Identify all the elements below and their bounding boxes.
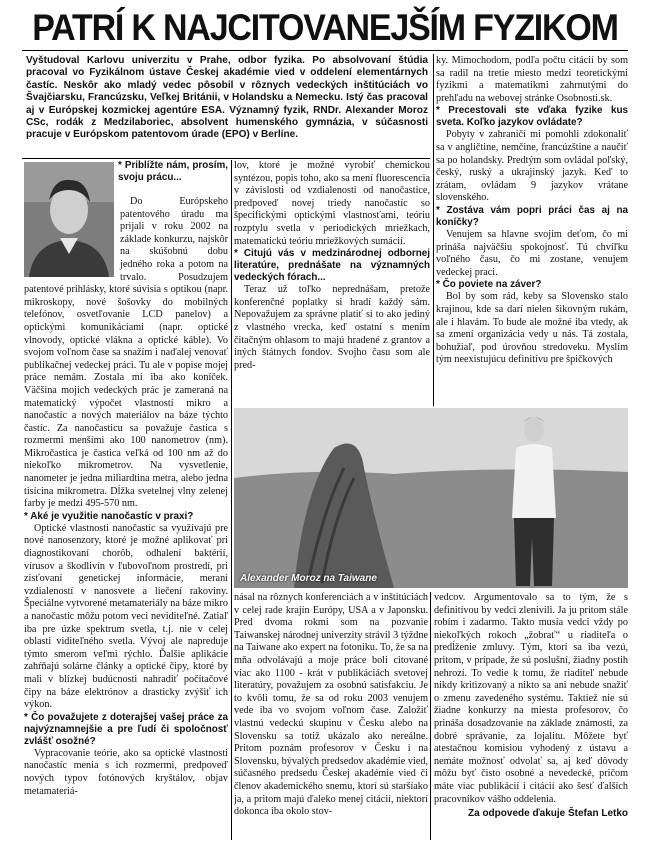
title-rule	[22, 50, 628, 51]
column-1	[24, 160, 228, 840]
col3-question-3: * Čo poviete na záver?	[436, 279, 542, 291]
col3-question-2: * Zostáva vám popri práci čas aj na koníčky?	[436, 204, 628, 228]
lead-rule	[22, 158, 430, 159]
col2-paragraph: lov, ktoré je možné vyrobiť chemickou syntézou, popis toho, ako sa mení fluorescencia v závislosti od vzdialenosti od nanočastice, predpoveď novej triedy nanočastíc so špecifickými optickými vlastnosťami, teóriu rozptylu svetla v periodických mriežkach, matematickú teóriu mriežkových sumácií.	[234, 160, 430, 247]
article-lead: Vyštudoval Karlovu univerzitu v Prahe, odbor fyzika. Po absolvovaní štúdia pracoval vo Fyzikálnom ústave Českej akadémie vied v oddelení elementárnych častíc. Neskôr ako mladý vedec pôsobil v rôznych vedeckých inštitúciách vo Švajčiarsku, Francúzsku, Veľkej Británii, v Holandsku a Nemecku. Istý čas pracoval aj v Európskej kozmickej agentúre ESA. Významný fyzik, RNDr. Alexander Moroz CSc, rodák z Medzilaboriec, absolvent humenského gymnázia, v súčasnosti pracuje v Európskom patentovom úrade (EPO) v Berlíne.	[26, 55, 428, 141]
column-divider-2	[430, 592, 431, 840]
column-divider	[433, 54, 434, 406]
col3-paragraph: ky. Mimochodom, podľa počtu citácií by som sa radil na tretie miesto medzi teoretickými fyzikmi a matematikmi zahrnutými do prehľadu na webovej stránke Osobnosti.sk.	[436, 55, 628, 104]
column-3-lower	[434, 592, 628, 840]
col2-question: * Citujú vás v medzinárodnej odbornej literatúre, prednášate na významných vedeckých fórach...	[234, 248, 430, 284]
photo-spacer	[24, 160, 120, 278]
bottom2-paragraph: násal na rôznych konferenciách a v inštitúciách v celej rade krajín Európy, USA a v Japonsku. Pred dvoma rokmi som na pozvanie Taiwanskej národnej univerzity strávil 3 týždne na Taiwane ako expert na fotoniku. To, že sa na mňa odvolávajú a moje práce boli citované viac ako 1100 - krát v publikáciách svetovej literatúry, považujem za osobnú satisfakciu. Je to kvôli tomu, že sa od roku 2003 venujem vede iba vo svojom voľnom čase. Založiť vlastnú vedeckú skupinu v Česku alebo na Slovensku sa totiž ukázalo ako nereálne. Pritom poznám profesorov v Česku i na Slovensku, bývalých predsedov akadémie vied, súčasného predsedu Českej akadémie vied či členov akademického snemu, ktorí sú staršíako ja, a pritom majú ďaleko menej citácií, niektorí dokonca iba okolo stov-	[234, 592, 428, 818]
col3-question-1: * Precestovali ste vďaka fyzike kus sveta. Koľko jazykov ovládate?	[436, 105, 628, 129]
taiwan-photo	[234, 408, 628, 588]
col3-answer-2: Venujem sa hlavne svojim deťom, čo mi prináša najväčšiu spokojnosť. Tú chvíľku voľného času, čo mi zostane, venujem vedeckej praci.	[436, 228, 628, 278]
bottom3-paragraph: vedcov. Argumentovalo sa to tým, že s definitívou by vedci zlenivili. Ja ju pritom stále robím i zadarmo. Takto musia vedci vždy po niekoľkých rokoch „žobrať“ u riaditeľa o predĺženie zmluvy. Tým, ktorí sa iba vezú, pritom, v prípade, že sú poslušní, žiadny postih nehrozí. To vedie k tomu, že riaditeľ nebude nikdy kritizovaný a nikto sa ani nebude snažiť o zmenu zavedeného systému. Taktiež nie sú žiadne konkurzy na miesta profesorov, čo prináša dosadzovanie na základe známosti, za dobré správanie, za lojalitu. Môžete byť atestačnou komisiou vyhodený z ústavu a nemáte možnosť odvolať sa, aj keď dôvody môžu byť čisto osobné a nevedecké, pričom máte viac publikácií i citácií ako šesť ďalších pracovníkov vášho oddelenia.	[434, 592, 628, 805]
taiwan-image	[234, 408, 628, 588]
col1-answer-2: Optické vlastnosti nanočastíc sa využívajú pre nové nanosenzory, ktoré je možné aplikovať pri diagnostikovaní chorôb, odhalení baktérií, vírusov a škodlivín v ľubovoľnom prostredí, pri zisťovaní genetickej informácie, meraní vzdialeností v nanosvete a liečení rakoviny. Špeciálne vytvorené metamateriály na báze mikro a nanočastíc môžu potom veci neviditeľné. Zatiaľ iba pre úzke spektrum svetla, t.j. nie v celej oblasti viditeľného svetla. Vývoj ale napreduje týmto smerom veľmi rýchlo. Ďalšie aplikácie zahŕňajú solárne články a optické čipy, ktoré by mali v blízkej budúcnosti nahradiť počítačové čipy na báze elektrónov a drasticky zvýšiť ich výkon.	[24, 522, 228, 711]
col1-answer-3: Vypracovanie teórie, ako sa optické vlastnosti nanočastíc menia s ich rozmermi, predpoveď nových typov fotónových kryštálov, objav metamateriá-	[24, 747, 228, 797]
col2-answer: Teraz už toľko neprednášam, pretože konferenčné poplatky si hradí každý sám. Nepovažujem za správne platiť si to ako jediný z vlastného vrecka, keď ostatní s mením čitačným ohlasom to majú hradené z grantov a iných štátnych fondov. Svojho času som ale pred-	[234, 284, 430, 371]
col1-question-1: * Priblížte nám, prosím, svoju prácu...	[118, 160, 228, 183]
column-2-upper	[234, 160, 430, 406]
col3-answer-1: Pobyty v zahraničí mi pomohli zdokonaliť sa v angličtine, nemčine, francúzštine a naučiť sa po holandsky. Predtým som ovládal poľský, český, ruský a ukrajinský jazyk. Keď to zrátam, ovládam 9 jazykov vrátane slovenského.	[436, 129, 628, 204]
column-3-upper	[436, 55, 628, 403]
column-divider-1	[231, 160, 232, 840]
signature: Za odpovede ďakuje Štefan Letko	[468, 808, 628, 820]
photo-caption: Alexander Moroz na Taiwane	[240, 573, 377, 584]
column-2-lower	[234, 592, 428, 840]
col1-question-2: * Aké je využitie nanočastíc v praxi?	[24, 510, 194, 522]
col1-question-3: * Čo považujete z doterajšej vašej práce za najvýznamnejšie a pre ľudí či spoločnosť zvlášť osožné?	[24, 711, 228, 747]
col3-answer-3: Bol by som rád, keby sa Slovensko stalo krajinou, kde sa darí nielen šikovným rukám, ale i hlavám. To bude ale možné iba vtedy, ak sa zmení organizácia vedy u nás. Tá zostala, bohužiaľ, pod úrovňou stredoveku. Myslím tým neexistujúcu definitívu pre špičkových	[436, 291, 628, 366]
article-title: PATRÍ K NAJCITOVANEJŠÍM FYZIKOM	[32, 7, 618, 49]
col1-answer-1: Do Európskeho patentového úradu ma prijali v roku 2002 na základe konkurzu, najskôr na skúšobnú dobu jedného roka a potom na trvalo. Posudzujem patentové prihlásky, ktoré súvisia s optikou (napr. mikroskopy, nové šošovky do mobilných telefónov, osvetľovanie LCD panelov) a optickými komunikáciami (napr. optické vlnovody, optické vlákna a optické káble). Vo svojom voľnom čase sa snažím i naďalej venovať publikačnej vedeckej práci. Tu ale v popise mojej práce nemám. Zostala mi iba ako koníček. Väčšina mojich vedeckých prác je zameraná na matematický výpočet vlastností mikro a nanočastíc a nových materiálov na báze týchto častíc. Za nanočasticu sa považuje častica s rozmermi menšími ako 100 nanometrov (nm). Mikročastica je častica veľká od 100 nm až do niekoľko mikrometrov. Na vysvetlenie, nanometer je jedna miliardtina metra, alebo jedna tisícina mikrometra. Dĺžka svetelnej vlny zelenej farby je medzi 495-570 nm.	[24, 196, 228, 510]
